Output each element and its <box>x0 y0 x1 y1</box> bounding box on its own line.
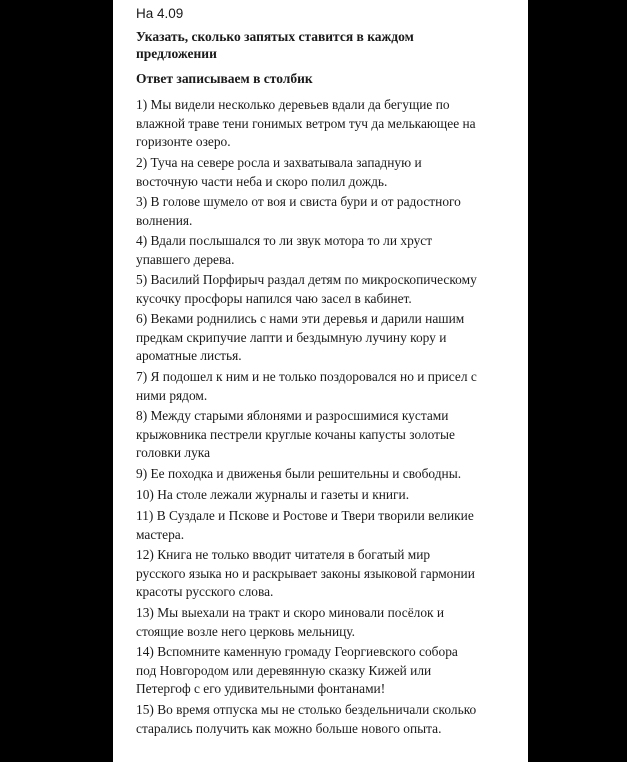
sentence-line: 8) Между старыми яблонями и разросшимися кустами <box>136 408 449 423</box>
sentence-line: под Новгородом или деревянную сказку Кижей или <box>136 662 432 678</box>
answer-note: Ответ записываем в столбик <box>136 71 313 86</box>
task-instruction <box>136 28 516 62</box>
sentence-line: мастера. <box>136 526 185 542</box>
sentence-line: 4) Вдали послышался то ли звук мотора то ли хруст <box>136 233 433 248</box>
sentence-line: красоты русского слова. <box>136 584 274 600</box>
sentence-item <box>136 232 521 269</box>
sentence-line: 15) Во время отпуска мы не столько бездельничали сколько <box>136 702 477 717</box>
sentence-line: 12) Книга не только вводит читателя в богатый мир <box>136 547 431 562</box>
sentence-line: 9) Ее походка и движенья были решительны и свободны. <box>136 466 462 481</box>
sentence-line: волнения. <box>136 212 193 228</box>
sentence-line: 14) Вспомните каменную громаду Георгиевского собора <box>136 644 458 659</box>
task-line: предложении <box>136 46 217 61</box>
sentence-item <box>136 701 521 738</box>
sentence-line: ароматные листья. <box>136 348 242 364</box>
sentence-item <box>136 193 521 230</box>
sentence-line: старались получить как можно больше нового опыта. <box>136 720 442 736</box>
sentence-line: 5) Василий Порфирыч раздал детям по микроскопическому <box>136 272 477 287</box>
sentence-item <box>136 465 521 484</box>
sentence-item <box>136 546 521 602</box>
sentence-item <box>136 154 521 191</box>
sentence-item <box>136 368 521 405</box>
sentence-item <box>136 507 521 544</box>
sentence-line: горизонте озеро. <box>136 134 231 150</box>
sentence-line: 10) На столе лежали журналы и газеты и книги. <box>136 487 410 502</box>
sentence-item <box>136 643 521 699</box>
date-heading: На 4.09 <box>136 6 184 21</box>
sentence-line: ними рядом. <box>136 387 208 403</box>
sentence-item <box>136 604 521 641</box>
sentence-item <box>136 486 521 505</box>
sentence-line: 7) Я подошел к ним и не только поздоровался но и присел с <box>136 369 477 384</box>
sentence-item <box>136 407 521 463</box>
sentence-item <box>136 96 521 152</box>
sentence-line: 13) Мы выехали на тракт и скоро миновали посёлок и <box>136 605 445 620</box>
sentence-line: крыжовника пестрели круглые кочаны капусты золотые <box>136 426 455 442</box>
sentence-line: стоящие возле него церковь мельницу. <box>136 623 355 639</box>
sentence-item <box>136 271 521 308</box>
document-page <box>113 0 528 762</box>
sentence-line: кусочку просфоры напился чаю засел в кабинет. <box>136 290 412 306</box>
task-line: Указать, сколько запятых ставится в каждом <box>136 29 414 44</box>
sentence-line: влажной траве тени гонимых ветром туч да мелькающее на <box>136 115 476 131</box>
sentence-line: упавшего дерева. <box>136 251 235 267</box>
sentence-line: предкам скрипучие лапти и бездымную лучину кору и <box>136 329 447 345</box>
sentence-line: 3) В голове шумело от воя и свиста бури и от радостного <box>136 194 461 209</box>
sentence-line: 6) Веками роднились с нами эти деревья и дарили нашим <box>136 311 465 326</box>
sentence-line: русского языка но и раскрывает законы языковой гармонии <box>136 565 475 581</box>
sentence-item <box>136 310 521 366</box>
sentence-line: головки лука <box>136 445 211 461</box>
sentence-line: Петергоф с его удивительными фонтанами! <box>136 681 386 697</box>
sentence-line: 11) В Суздале и Пскове и Ростове и Твери творили великие <box>136 508 474 523</box>
sentence-line: 2) Туча на севере росла и захватывала западную и <box>136 155 422 170</box>
sentence-line: восточную части неба и скоро полил дождь. <box>136 173 388 189</box>
sentence-line: 1) Мы видели несколько деревьев вдали да бегущие по <box>136 97 450 112</box>
